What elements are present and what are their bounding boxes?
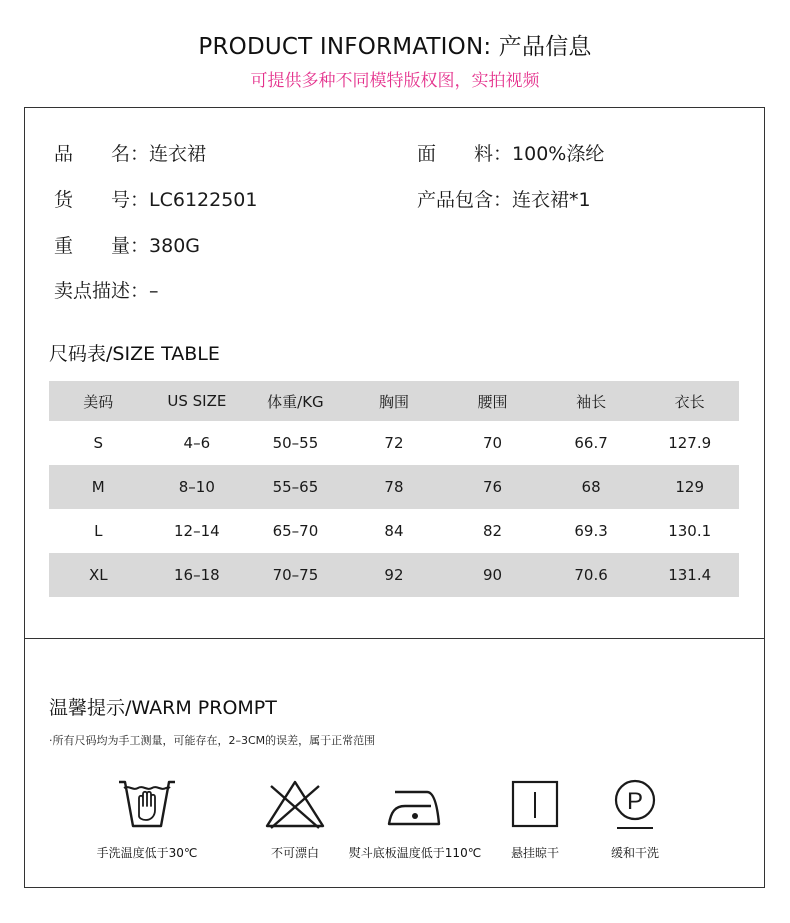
- table-cell: M: [49, 465, 148, 509]
- iron-low-temp-icon: [383, 776, 447, 834]
- page-title: PRODUCT INFORMATION: 产品信息: [198, 34, 592, 60]
- table-cell: S: [93, 434, 104, 452]
- line-dry-icon: [503, 776, 567, 834]
- info-label-fabric: 面 料：: [417, 143, 513, 165]
- table-row: [49, 465, 739, 509]
- table-cell: 70–75: [246, 553, 345, 597]
- info-row-selling-points: [54, 276, 159, 303]
- table-cell: 65–70: [272, 522, 319, 540]
- table-cell: 130.1: [668, 522, 712, 540]
- care-item-dry-clean: [565, 776, 705, 861]
- size-table: [49, 381, 739, 597]
- table-cell: 66.7: [574, 434, 608, 452]
- info-value-weight: 380G: [149, 235, 201, 257]
- info-value-contents: 连衣裙*1: [512, 189, 591, 211]
- table-row: [49, 421, 739, 465]
- table-row: [49, 509, 739, 553]
- no-bleach-icon: [263, 776, 327, 834]
- table-cell: 50–55: [272, 434, 319, 452]
- hand-wash-icon: [115, 776, 179, 834]
- info-value-fabric: 100%涤纶: [512, 143, 605, 165]
- info-label-name: 品 名：: [54, 143, 150, 165]
- table-cell: 69.3: [574, 522, 608, 540]
- info-value-sku: LC6122501: [149, 189, 258, 211]
- table-cell: 12–14: [174, 522, 220, 540]
- size-table-header-cell: 衣长: [640, 381, 739, 421]
- info-label-sku: 货 号：: [54, 189, 150, 211]
- care-item-hand-wash: [77, 776, 217, 861]
- info-label-contents: 产品包含：: [417, 189, 513, 211]
- table-cell: 4–6: [183, 434, 211, 452]
- table-cell: 8–10: [148, 465, 247, 509]
- care-label-iron: 熨斗底板温度低于110℃: [348, 846, 482, 860]
- table-cell: 78: [345, 465, 444, 509]
- info-label-weight: 重 量：: [54, 235, 150, 257]
- care-label-hand-wash: 手洗温度低于30℃: [96, 846, 198, 860]
- info-row-fabric: [417, 139, 604, 166]
- gentle-dry-clean-icon: [603, 776, 667, 834]
- table-cell: 82: [482, 522, 503, 540]
- table-cell: 90: [443, 553, 542, 597]
- size-table-header-cell: 胸围: [345, 381, 444, 421]
- warm-prompt-title: 温馨提示/WARM PROMPT: [49, 697, 277, 719]
- table-cell: L: [94, 522, 103, 540]
- table-cell: 72: [384, 434, 404, 452]
- table-cell: 68: [542, 465, 641, 509]
- table-cell: 84: [384, 522, 404, 540]
- info-row-contents: [417, 185, 591, 212]
- size-table-header-row: [49, 381, 739, 421]
- section-divider: [25, 638, 764, 639]
- care-label-no-bleach: 不可漂白: [270, 846, 319, 860]
- info-value-selling-points: –: [149, 280, 159, 302]
- table-cell: 92: [345, 553, 444, 597]
- size-table-header-cell: 袖长: [542, 381, 641, 421]
- page-subtitle: 可提供多种不同模特版权图，实拍视频: [250, 71, 540, 91]
- info-value-name: 连衣裙: [149, 143, 207, 165]
- table-cell: XL: [49, 553, 148, 597]
- table-row: [49, 553, 739, 597]
- info-label-selling-points: 卖点描述：: [54, 280, 150, 302]
- table-cell: 129: [640, 465, 739, 509]
- size-table-header-cell: US SIZE: [148, 381, 247, 421]
- table-cell: 131.4: [640, 553, 739, 597]
- table-cell: 70.6: [542, 553, 641, 597]
- table-cell: 127.9: [668, 434, 712, 452]
- table-cell: 16–18: [148, 553, 247, 597]
- info-row-name: [54, 139, 206, 166]
- care-item-iron: [345, 776, 485, 861]
- care-label-line-dry: 悬挂晾干: [510, 846, 559, 860]
- size-table-header-cell: 腰围: [443, 381, 542, 421]
- product-info-panel: [24, 107, 765, 888]
- size-table-header-cell: 体重/KG: [246, 381, 345, 421]
- table-cell: 70: [482, 434, 503, 452]
- care-item-no-bleach: [225, 776, 365, 861]
- care-label-dry-clean: 缓和干洗: [610, 846, 659, 860]
- svg-text:P: P: [626, 788, 644, 815]
- size-table-title: 尺码表/SIZE TABLE: [49, 343, 220, 365]
- info-row-weight: [54, 231, 200, 258]
- measurement-note: ·所有尺码均为手工测量，可能存在，2–3CM的误差，属于正常范围: [49, 734, 376, 747]
- size-table-header-cell: 美码: [49, 381, 148, 421]
- info-row-sku: [54, 185, 258, 212]
- table-cell: 55–65: [246, 465, 345, 509]
- table-cell: 76: [443, 465, 542, 509]
